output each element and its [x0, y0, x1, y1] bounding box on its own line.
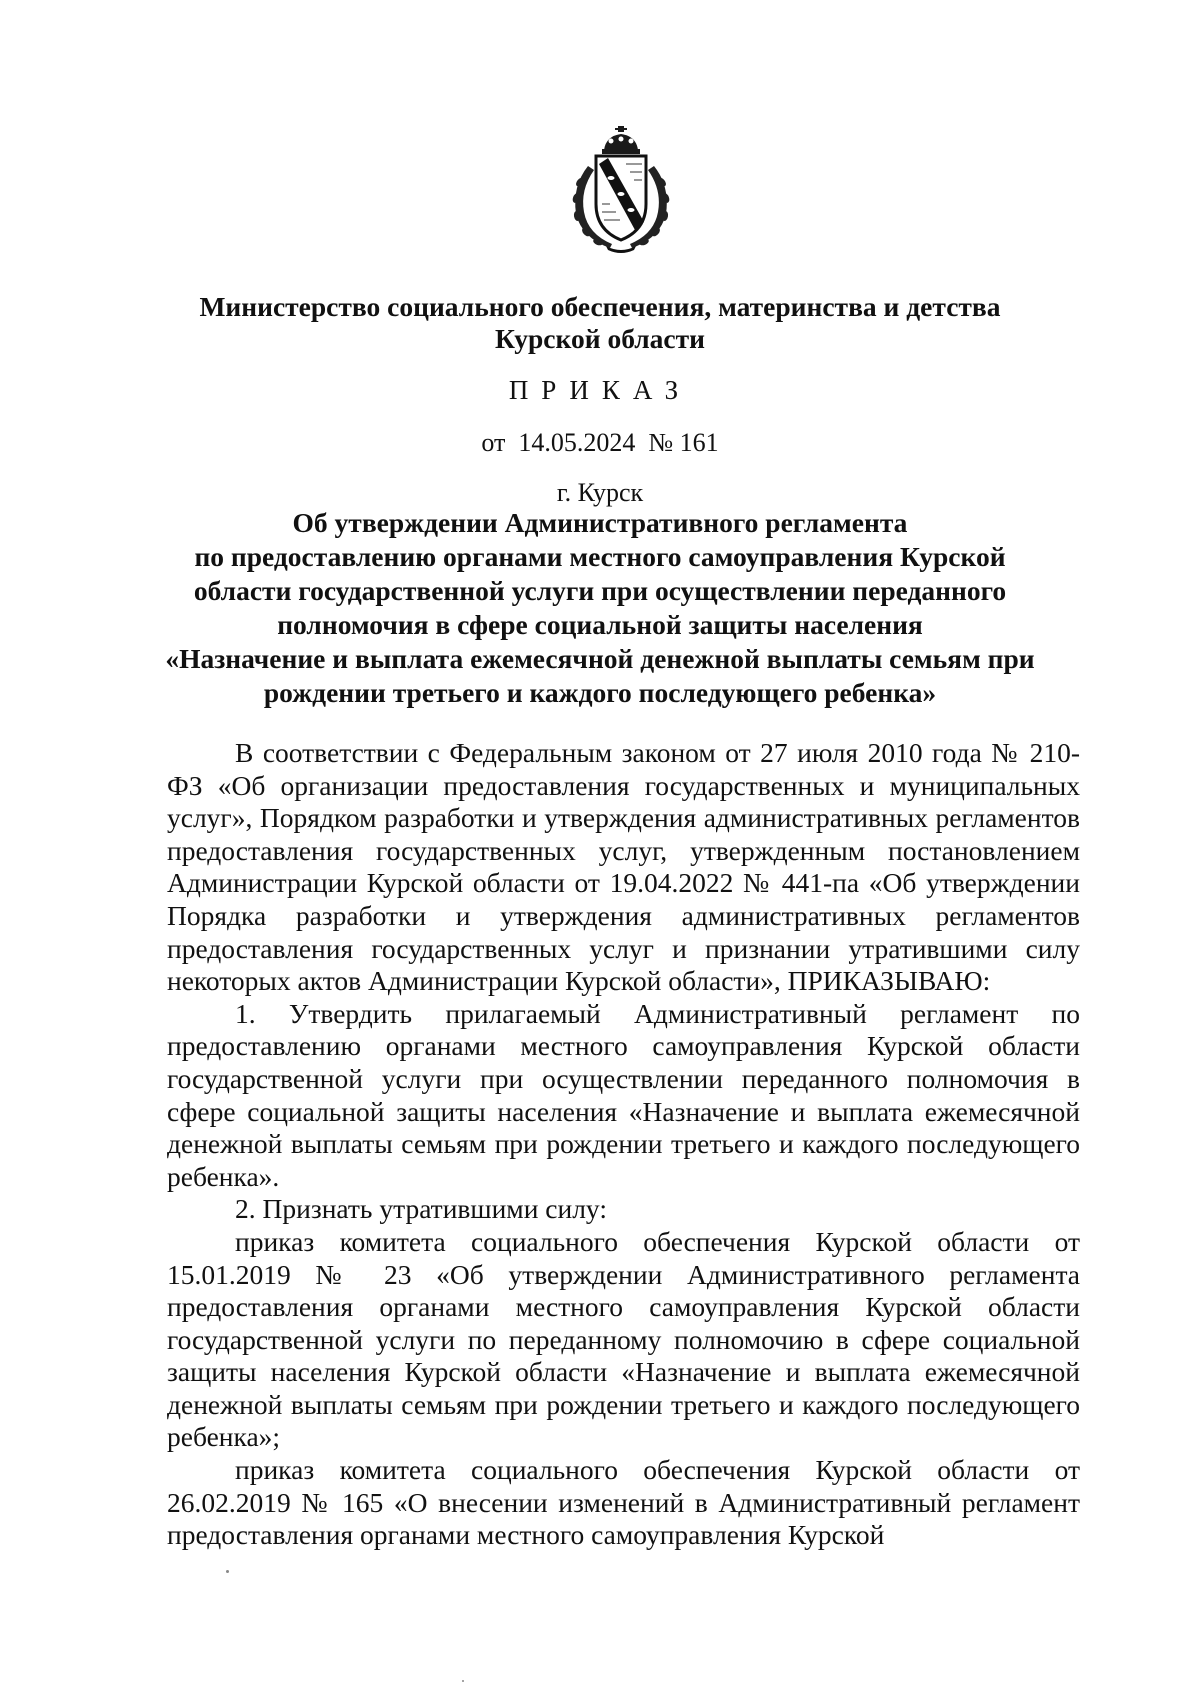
- subject-line: «Назначение и выплата ежемесячной денежной выплаты семьям при: [165, 643, 1035, 674]
- order-date: 14.05.2024: [518, 428, 636, 457]
- subject-line: полномочия в сфере социальной защиты населения: [277, 609, 923, 640]
- repeal-2-paragraph: приказ комитета социального обеспечения Курской области от 26.02.2019 № 165 «О внесении изменений в Административный регламент предоставления органами местного самоуправления Курской: [167, 1454, 1080, 1551]
- preamble-paragraph: В соответствии с Федеральным законом от 27 июля 2010 года № 210-ФЗ «Об организации предоставления государственных и муниципальных услуг», Порядком разработки и утверждения административных регламентов предоставления государственных услуг, утвержденным постановлением Администрации Курской области от 19.04.2022 № 441-па «Об утверждении Порядка разработки и утверждения административных регламентов предоставления государственных услуг и признании утратившими силу некоторых актов Администрации Курской области», ПРИКАЗЫВАЮ:: [167, 737, 1080, 997]
- subject-line: Об утверждении Административного регламента: [292, 507, 908, 538]
- issuing-authority: [0, 291, 1200, 355]
- document-type-title: ПРИКАЗ: [508, 375, 692, 405]
- subject-line: рождении третьего и каждого последующего ребенка»: [263, 677, 937, 708]
- repeal-1-paragraph: приказ комитета социального обеспечения Курской области от 15.01.2019 № 23 «Об утверждении Административного регламента предоставления органами местного самоуправления Курской области государственной услуги по переданному полномочию в сфере социальной защиты населения Курской области «Назначение и выплата ежемесячной денежной выплаты семьям при рождении третьего и каждого последующего ребенка»;: [167, 1225, 1080, 1453]
- item-2-paragraph: 2. Признать утратившими силу:: [235, 1193, 607, 1225]
- issue-city: г. Курск: [556, 478, 644, 507]
- order-body: [167, 737, 1080, 1552]
- scan-speck: [462, 1680, 464, 1682]
- ministry-name-line2: Курской области: [494, 323, 705, 354]
- item-1-paragraph: 1. Утвердить прилагаемый Административный регламент по предоставлению органами местного самоуправления Курской области государственной услуги при осуществлении переданного полномочия в сфере социальной защиты населения «Назначение и выплата ежемесячной денежной выплаты семьям при рождении третьего и каждого последующего ребенка».: [167, 997, 1080, 1192]
- order-number: 161: [679, 428, 719, 457]
- order-date-number: [0, 428, 1200, 458]
- subject-line: по предоставлению органами местного самоуправления Курской: [194, 541, 1006, 572]
- ministry-name-line1: Министерство социального обеспечения, материнства и детства: [199, 291, 1001, 322]
- scan-speck: [226, 1570, 229, 1573]
- date-prefix: от: [481, 428, 506, 457]
- order-subject: [0, 506, 1200, 710]
- subject-line: области государственной услуги при осуществлении переданного: [193, 575, 1007, 606]
- number-prefix: №: [648, 428, 674, 457]
- coat-of-arms-emblem: [566, 126, 676, 254]
